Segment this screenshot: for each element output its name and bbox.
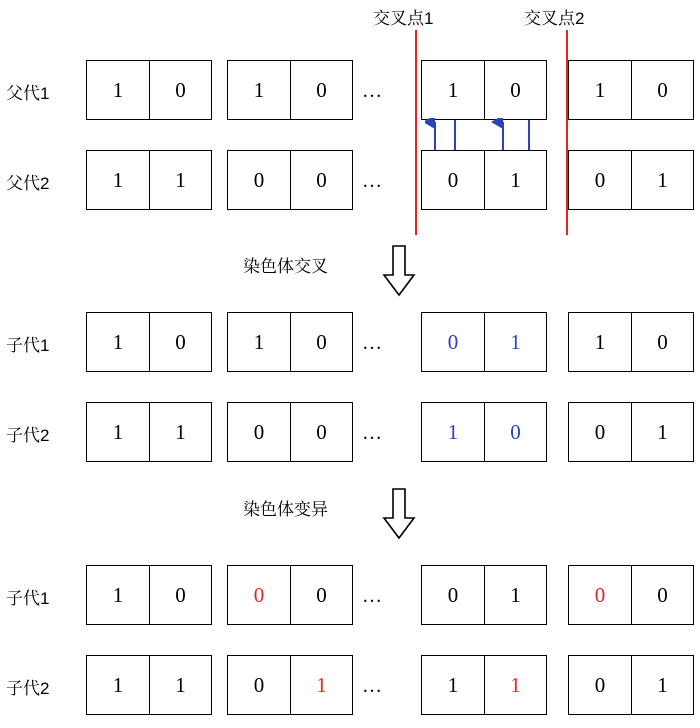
row-2-group-0 xyxy=(86,312,212,372)
gene-cell: 1 xyxy=(447,672,459,697)
gene-cell: 0 xyxy=(290,61,352,119)
row-0-group-0 xyxy=(86,60,212,120)
row-5-group-3 xyxy=(568,655,694,715)
down-arrow-icon xyxy=(382,245,416,297)
row-label-child-2-after-mutation: 子代2 xyxy=(6,679,50,698)
gene-cell: 0 xyxy=(484,61,546,119)
gene-cell: 0 xyxy=(290,566,352,624)
row-2-ellipsis: … xyxy=(362,332,384,354)
gene-cell: 0 xyxy=(149,61,211,119)
row-4-group-2 xyxy=(421,565,547,625)
down-arrow-icon xyxy=(382,488,416,540)
gene-cell-mutated: 0 xyxy=(594,582,606,607)
gene-cell: 0 xyxy=(290,403,352,461)
row-0-ellipsis: … xyxy=(362,80,384,102)
row-4-ellipsis: … xyxy=(362,585,384,607)
gene-cell: 0 xyxy=(631,61,693,119)
gene-cell: 1 xyxy=(112,419,124,444)
gene-cell-crossed: 0 xyxy=(484,403,546,461)
row-3-group-3 xyxy=(568,402,694,462)
row-label-parent-1: 父代1 xyxy=(6,84,50,103)
stage-label-mutation: 染色体变异 xyxy=(243,500,328,519)
gene-cell: 0 xyxy=(253,167,265,192)
row-2-group-1 xyxy=(227,312,353,372)
gene-cell: 1 xyxy=(447,77,459,102)
row-3-ellipsis: … xyxy=(362,422,384,444)
gene-cell: 1 xyxy=(112,77,124,102)
row-5-group-2 xyxy=(421,655,547,715)
gene-cell: 1 xyxy=(112,167,124,192)
gene-cell: 0 xyxy=(253,672,265,697)
gene-cell-crossed: 1 xyxy=(484,313,546,371)
crossover-point-1-line xyxy=(415,30,417,235)
gene-cell-mutated: 1 xyxy=(484,656,546,714)
gene-cell: 0 xyxy=(447,167,459,192)
gene-cell: 1 xyxy=(149,151,211,209)
gene-cell: 1 xyxy=(112,329,124,354)
row-1-group-1 xyxy=(227,150,353,210)
gene-cell-mutated: 0 xyxy=(253,582,265,607)
row-label-child-1-after-mutation: 子代1 xyxy=(6,589,50,608)
row-3-group-0 xyxy=(86,402,212,462)
gene-cell: 0 xyxy=(594,167,606,192)
gene-cell: 1 xyxy=(631,151,693,209)
row-3-group-1 xyxy=(227,402,353,462)
gene-cell: 1 xyxy=(484,151,546,209)
row-5-group-1 xyxy=(227,655,353,715)
gene-cell: 1 xyxy=(149,403,211,461)
gene-cell-mutated: 1 xyxy=(290,656,352,714)
gene-cell: 0 xyxy=(290,313,352,371)
gene-cell: 1 xyxy=(631,656,693,714)
row-1-group-0 xyxy=(86,150,212,210)
row-2-group-2 xyxy=(421,312,547,372)
gene-cell: 0 xyxy=(447,582,459,607)
gene-cell-crossed: 1 xyxy=(447,419,459,444)
gene-cell: 1 xyxy=(112,672,124,697)
row-3-group-2 xyxy=(421,402,547,462)
row-1-ellipsis: … xyxy=(362,170,384,192)
gene-cell: 0 xyxy=(149,566,211,624)
gene-cell: 0 xyxy=(631,566,693,624)
row-0-group-1 xyxy=(227,60,353,120)
gene-cell-crossed: 0 xyxy=(447,329,459,354)
gene-cell: 1 xyxy=(253,77,265,102)
gene-cell: 1 xyxy=(631,403,693,461)
row-5-group-0 xyxy=(86,655,212,715)
row-label-child-2-after-crossover: 子代2 xyxy=(6,426,50,445)
gene-cell: 1 xyxy=(594,329,606,354)
row-4-group-1 xyxy=(227,565,353,625)
gene-cell: 1 xyxy=(253,329,265,354)
row-5-ellipsis: … xyxy=(362,675,384,697)
row-0-group-2 xyxy=(421,60,547,120)
row-4-group-3 xyxy=(568,565,694,625)
crossover-point-2-label: 交叉点2 xyxy=(524,9,585,28)
gene-cell: 0 xyxy=(149,313,211,371)
row-4-group-0 xyxy=(86,565,212,625)
row-1-group-3 xyxy=(568,150,694,210)
row-label-child-1-after-crossover: 子代1 xyxy=(6,336,50,355)
gene-cell: 0 xyxy=(253,419,265,444)
gene-cell: 0 xyxy=(594,672,606,697)
row-2-group-3 xyxy=(568,312,694,372)
row-1-group-2 xyxy=(421,150,547,210)
row-0-group-3 xyxy=(568,60,694,120)
gene-cell: 1 xyxy=(149,656,211,714)
gene-cell: 0 xyxy=(290,151,352,209)
gene-cell: 1 xyxy=(112,582,124,607)
gene-cell: 0 xyxy=(631,313,693,371)
row-label-parent-2: 父代2 xyxy=(6,174,50,193)
crossover-point-1-label: 交叉点1 xyxy=(373,9,434,28)
stage-label-crossover: 染色体交叉 xyxy=(243,257,328,276)
gene-cell: 1 xyxy=(484,566,546,624)
gene-cell: 0 xyxy=(594,419,606,444)
gene-cell: 1 xyxy=(594,77,606,102)
